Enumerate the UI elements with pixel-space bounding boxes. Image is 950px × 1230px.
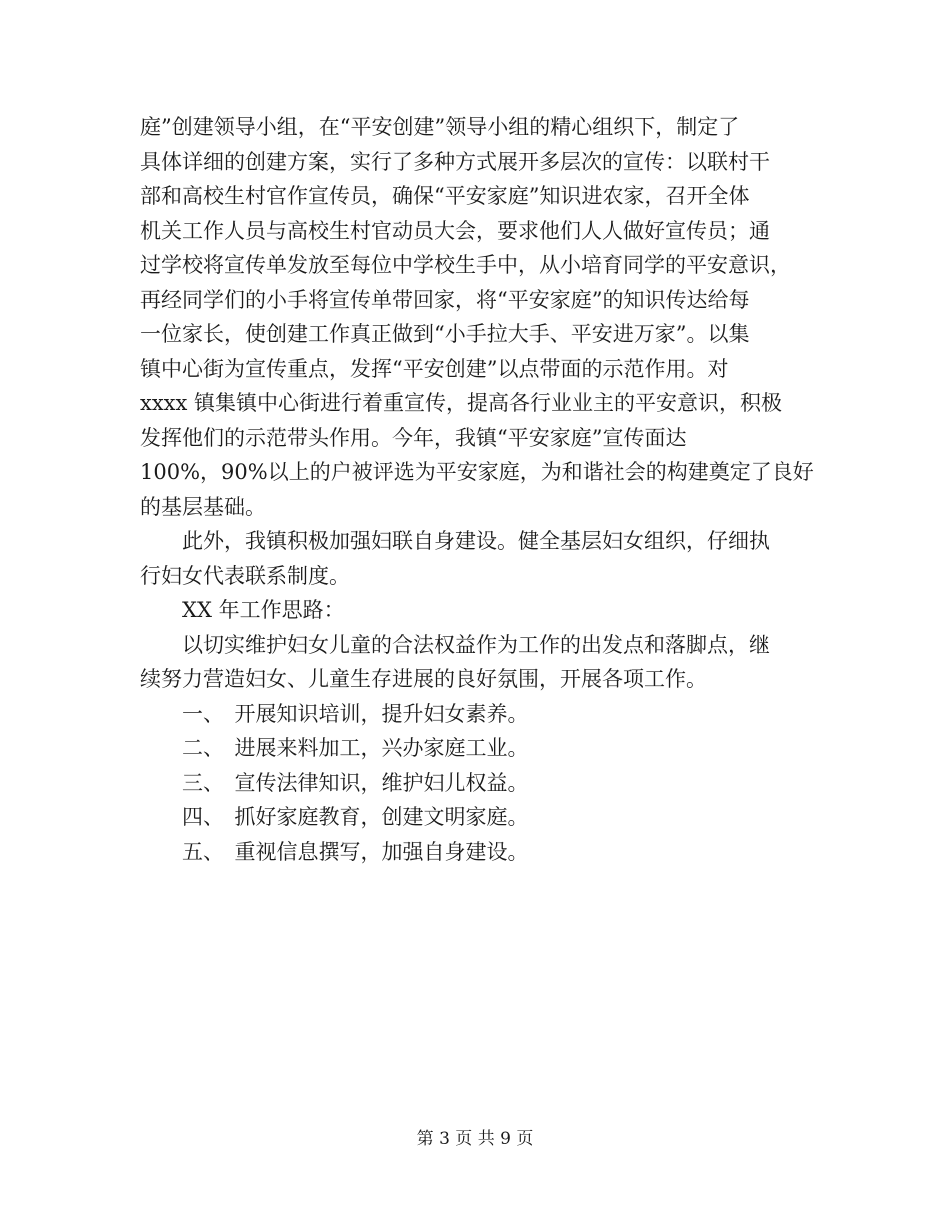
text-line: 机关工作人员与高校生村官动员大会，要求他们人人做好宣传员；通 [140, 218, 770, 243]
text-line: 具体详细的创建方案，实行了多种方式展开多层次的宣传：以联村干 [140, 149, 770, 174]
text-line: 庭”创建领导小组，在“平安创建”领导小组的精心组织下，制定了 [140, 115, 740, 139]
document-body [140, 110, 820, 869]
text-line: 一位家长，使创建工作真正做到“小手拉大手、平安进万家”。以集 [140, 322, 750, 346]
page-number-footer: 第 3 页 共 9 页 [416, 1129, 534, 1149]
paragraph-line: 此外，我镇积极加强妇联自身建设。健全基层妇女组织，仔细执 [140, 529, 770, 553]
text-line: 部和高校生村官作宣传员，确保“平安家庭”知识进农家，召开全体 [140, 184, 750, 208]
text-line: 过学校将宣传单发放至每位中学校生手中，从小培育同学的平安意识， [140, 253, 791, 277]
text-line: 镇中心街为宣传重点，发挥“平安创建”以点带面的示范作用。对 [140, 356, 729, 381]
list-item: 四、 抓好家庭教育，创建文明家庭。 [140, 805, 529, 829]
list-item: 五、 重视信息撰写，加强自身建设。 [140, 839, 529, 864]
paragraph-line: 续努力营造妇女、儿童生存进展的良好氛围，开展各项工作。 [140, 667, 707, 691]
section-heading: XX 年工作思路： [140, 598, 345, 622]
text-line: 的基层基础。 [140, 494, 266, 519]
text-line: 100%，90%以上的户被评选为平安家庭，为和谐社会的构建奠定了良好 [140, 460, 814, 484]
list-item: 一、 开展知识培训，提升妇女素养。 [140, 701, 529, 726]
paragraph-line: 以切实维护妇女儿童的合法权益作为工作的出发点和落脚点，继 [140, 632, 770, 657]
list-item: 二、 进展来料加工，兴办家庭工业。 [140, 736, 529, 760]
list-item: 三、 宣传法律知识，维护妇儿权益。 [140, 770, 529, 795]
text-line: 再经同学们的小手将宣传单带回家，将“平安家庭”的知识传达给每 [140, 287, 750, 312]
text-line: xxxx 镇集镇中心街进行着重宣传，提高各行业业主的平安意识，积极 [140, 391, 783, 415]
text-line: 发挥他们的示范带头作用。今年，我镇“平安家庭”宣传面达 [140, 425, 687, 450]
paragraph-line: 行妇女代表联系制度。 [140, 563, 350, 588]
